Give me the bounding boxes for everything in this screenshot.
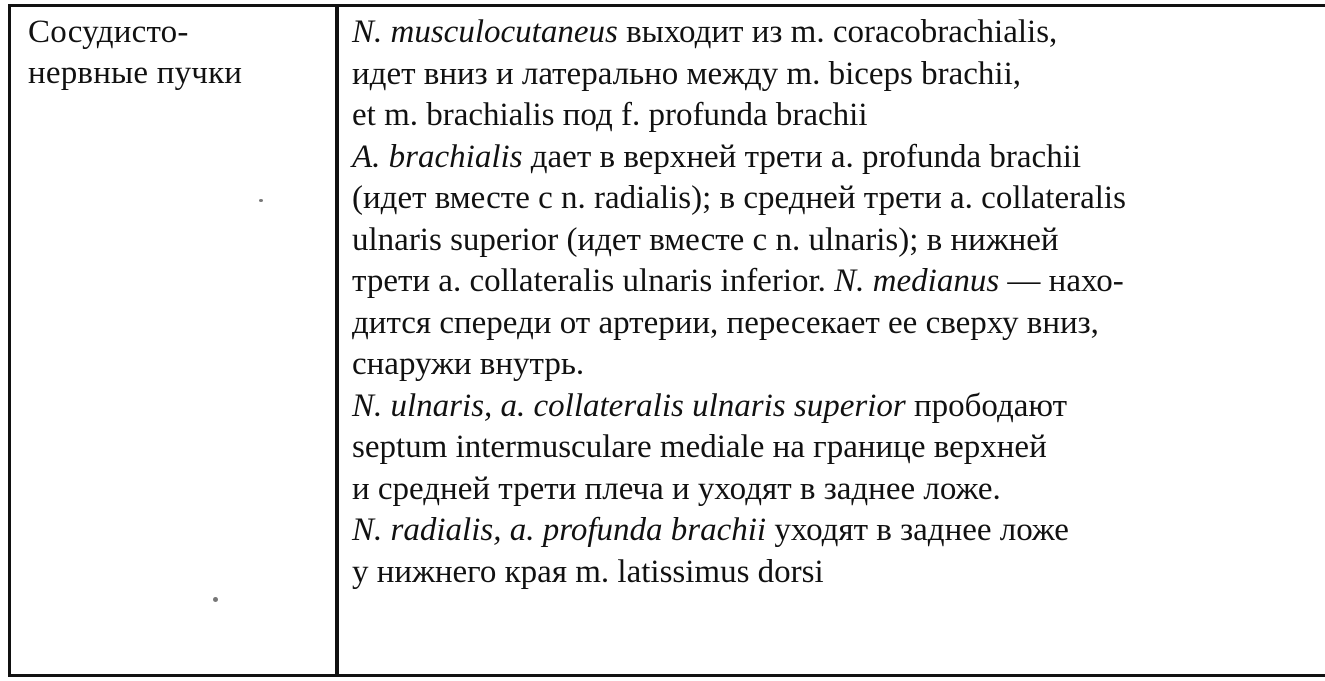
nerve-name-medianus: N. medianus [834, 263, 1000, 299]
description-line-13 [352, 510, 1317, 552]
description-line-4 [352, 137, 1317, 179]
artery-name-brachialis: A. brachialis [352, 138, 523, 175]
scan-speck [213, 597, 218, 602]
description-line-3: et m. brachialis под f. profunda brachii [352, 97, 868, 133]
description-line-8: дится спереди от артерии, пересекает ее сверху вниз, [352, 304, 1099, 341]
table-border-bottom [8, 674, 1325, 677]
description-line-1 [352, 12, 1317, 54]
scan-speck [259, 199, 263, 202]
description-text: уходят в заднее ложе [766, 512, 1069, 548]
description-line-11: septum intermusculare mediale на границе верхней [352, 429, 1047, 465]
description-text: трети a. collateralis ulnaris inferior. [352, 263, 835, 299]
row-header-cell [28, 12, 328, 94]
description-text: дает в верхней трети a. profunda brachii [522, 138, 1082, 175]
description-line-14: у нижнего края m. latissimus dorsi [352, 553, 824, 590]
description-line-5: (идет вместе с n. radialis); в средней трети a. collateralis [352, 180, 1126, 216]
column-divider [335, 4, 339, 676]
row-header-line-2: нервные пучки [28, 55, 243, 91]
table-border-left [8, 4, 11, 676]
description-line-7 [352, 261, 1317, 303]
nerve-name-radialis: N. radialis, a. profunda brachii [352, 512, 767, 548]
description-text: — нахо- [999, 263, 1124, 299]
description-text: выходит из m. coracobrachialis, [617, 14, 1058, 50]
nerve-name-ulnaris: N. ulnaris, a. collateralis ulnaris superior [352, 387, 906, 424]
description-line-6: ulnaris superior (идет вместе с n. ulnaris); в нижней [352, 221, 1059, 258]
nerve-name-musculocutaneus: N. musculocutaneus [352, 14, 618, 50]
description-line-9: снаружи внутрь. [352, 346, 585, 382]
description-cell [352, 12, 1317, 593]
description-text: прободают [905, 387, 1068, 424]
description-line-10 [352, 386, 1317, 428]
description-line-12: и средней трети плеча и уходят в заднее ложе. [352, 470, 1001, 507]
table-border-top [8, 4, 1325, 7]
row-header-line-1: Сосудисто- [28, 14, 189, 50]
description-line-2: идет вниз и латерально между m. biceps brachii, [352, 55, 1022, 92]
